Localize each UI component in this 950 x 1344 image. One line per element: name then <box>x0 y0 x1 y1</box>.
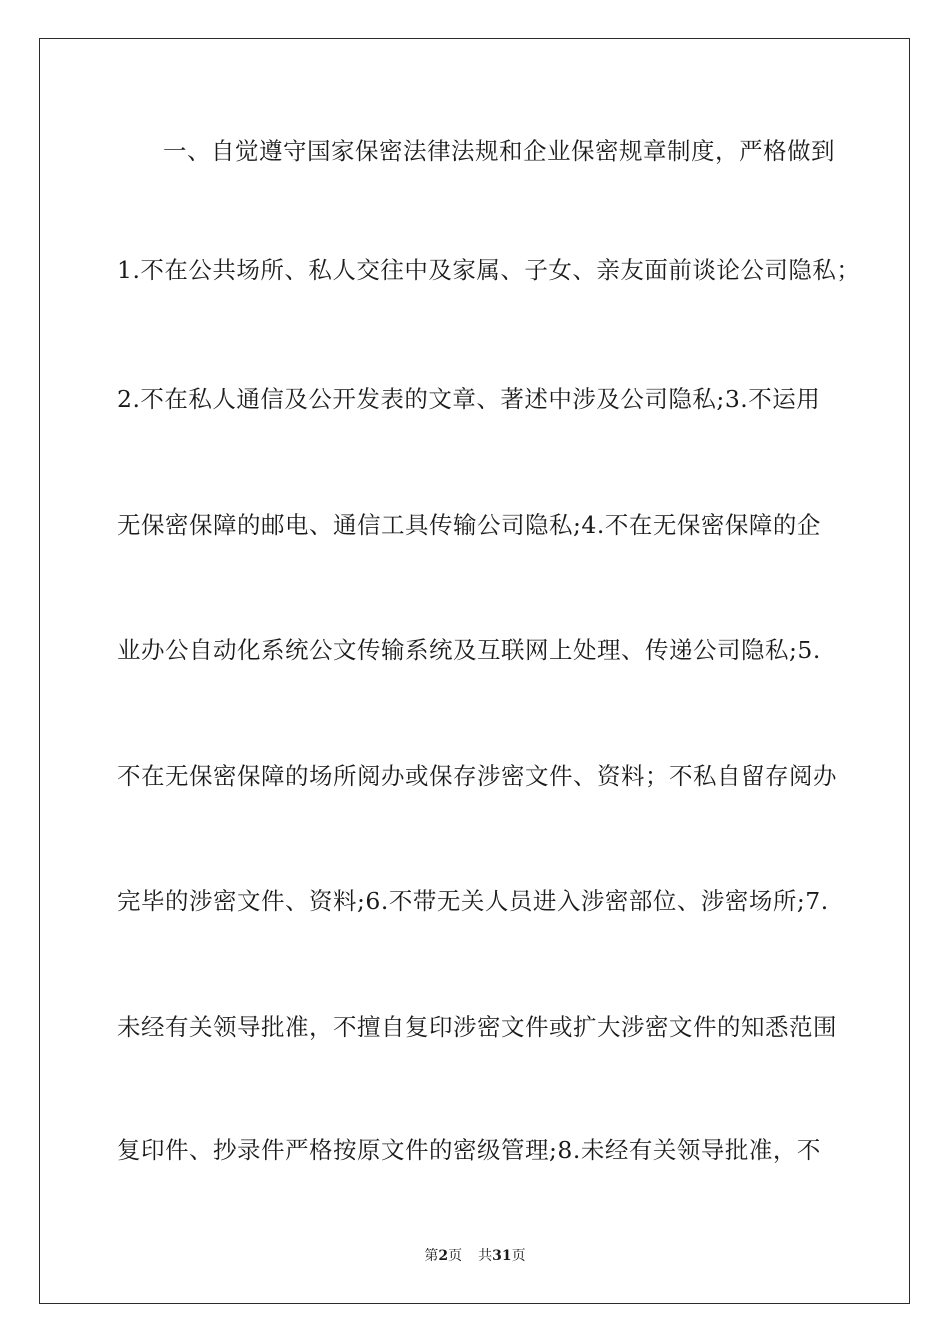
page-current: 2 <box>438 1248 449 1264</box>
page-footer <box>0 1247 950 1265</box>
body-line-1: 一、自觉遵守国家保密法律法规和企业保密规章制度，严格做到 <box>163 137 835 165</box>
body-line-8: 未经有关领导批准，不擅自复印涉密文件或扩大涉密文件的知悉范围 <box>117 1013 837 1041</box>
total-suffix: 页 <box>511 1248 526 1264</box>
body-line-4: 无保密保障的邮电、通信工具传输公司隐私;4.不在无保密保障的企 <box>117 511 821 539</box>
page-total: 31 <box>492 1248 512 1264</box>
body-line-6: 不在无保密保障的场所阅办或保存涉密文件、资料；不私自留存阅办 <box>117 762 837 790</box>
page-suffix: 页 <box>448 1248 463 1264</box>
body-line-5: 业办公自动化系统公文传输系统及互联网上处理、传递公司隐私;5. <box>117 636 821 664</box>
page-prefix: 第 <box>424 1248 439 1264</box>
body-line-2: 1.不在公共场所、私人交往中及家属、子女、亲友面前谈论公司隐私； <box>117 256 861 284</box>
body-line-7: 完毕的涉密文件、资料;6.不带无关人员进入涉密部位、涉密场所;7. <box>117 887 829 915</box>
total-prefix: 共 <box>478 1248 493 1264</box>
body-line-9: 复印件、抄录件严格按原文件的密级管理;8.未经有关领导批准，不 <box>117 1136 821 1164</box>
page-border <box>39 38 910 1304</box>
body-line-3: 2.不在私人通信及公开发表的文章、著述中涉及公司隐私;3.不运用 <box>117 385 821 413</box>
